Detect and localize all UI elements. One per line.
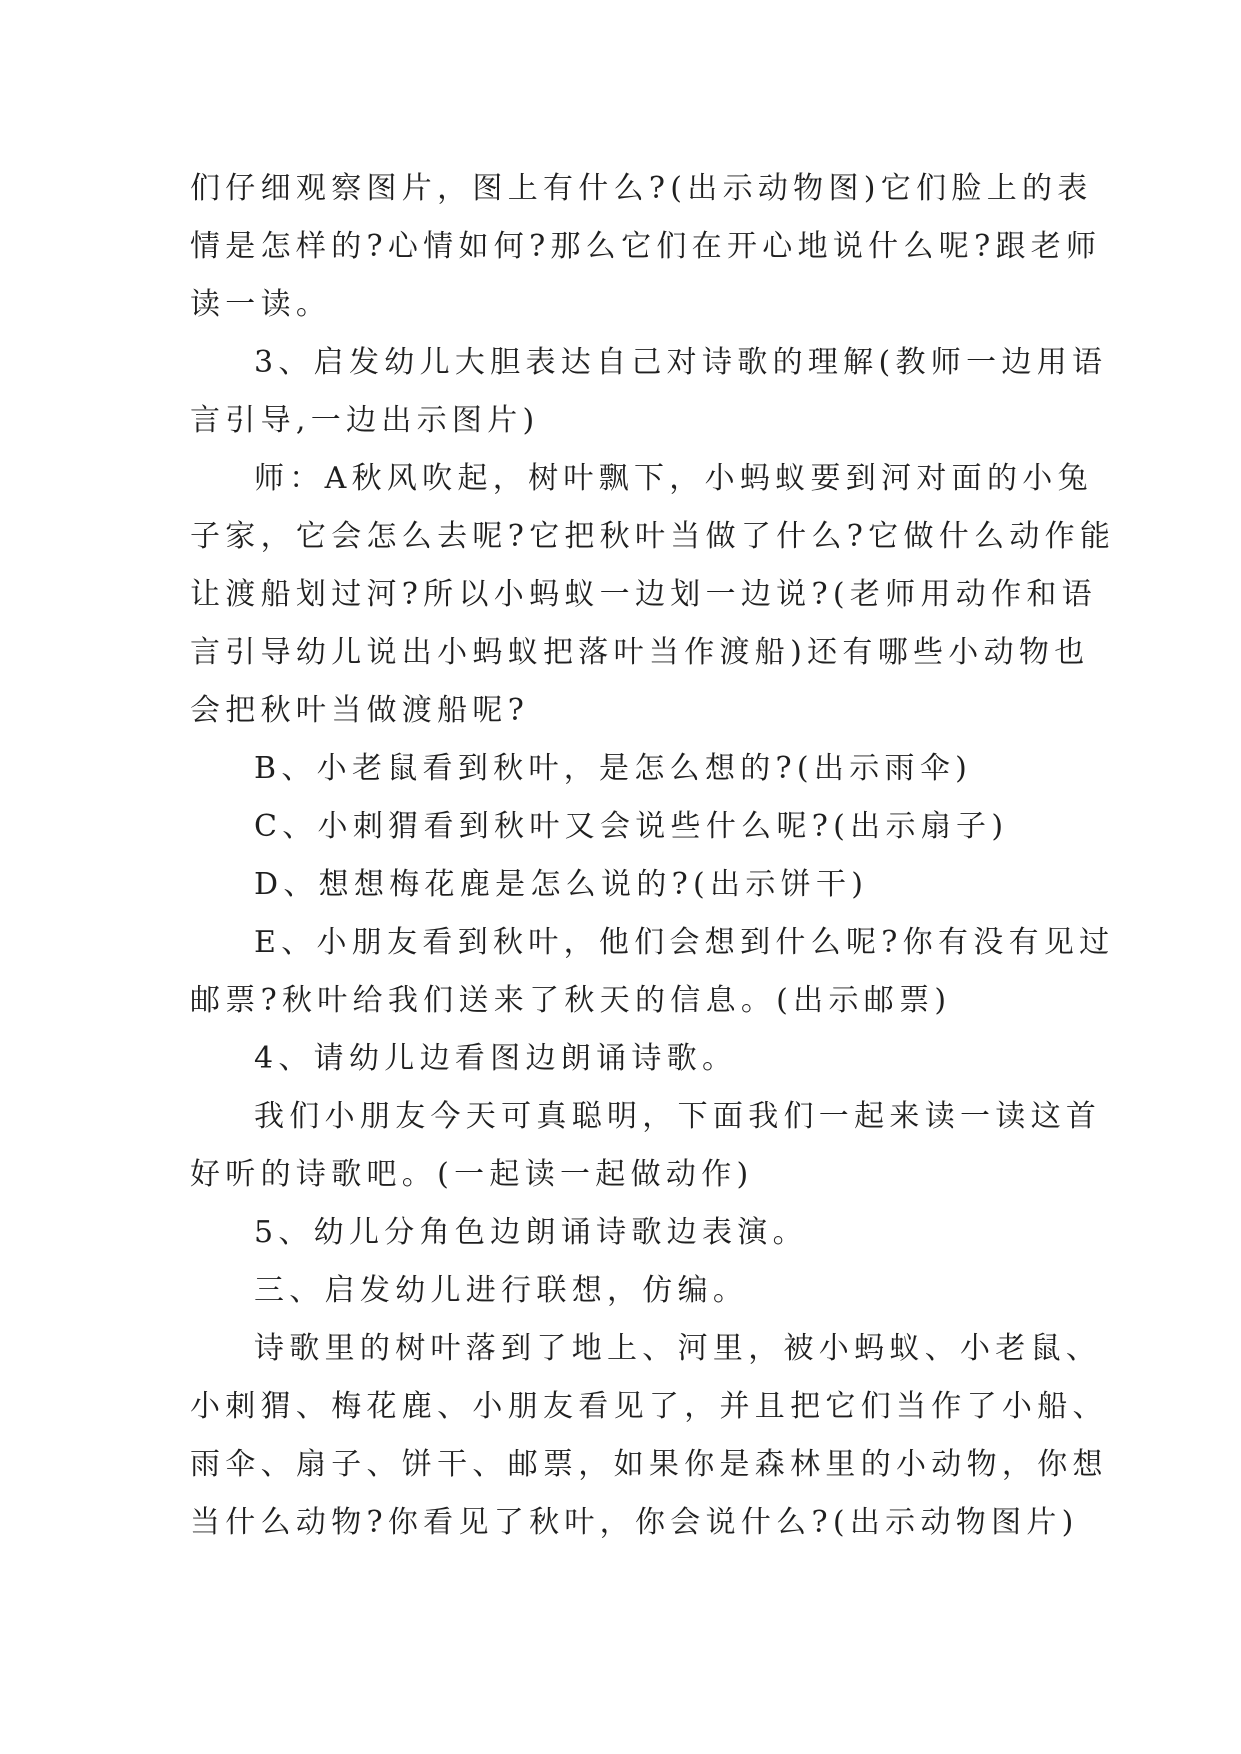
text-line: 们仔细观察图片，图上有什么?(出示动物图)它们脸上的表 — [190, 171, 1093, 206]
text-line: 好听的诗歌吧。(一起读一起做动作) — [190, 1157, 754, 1192]
text-line: 会把秋叶当做渡船呢? — [190, 693, 530, 728]
text-line: 3、启发幼儿大胆表达自己对诗歌的理解(教师一边用语 — [254, 345, 1108, 380]
document-body — [190, 160, 1116, 1552]
text-line: 情是怎样的?心情如何?那么它们在开心地说什么呢?跟老师 — [190, 229, 1102, 264]
text-line: 5、幼儿分角色边朗诵诗歌边表演。 — [254, 1215, 808, 1250]
text-line: 言引导,一边出示图片) — [190, 403, 540, 438]
text-line: 小刺猬、梅花鹿、小朋友看见了，并且把它们当作了小船、 — [190, 1389, 1108, 1424]
text-line: C、小刺猬看到秋叶又会说些什么呢?(出示扇子) — [254, 809, 1009, 844]
text-line: 诗歌里的树叶落到了地上、河里，被小蚂蚁、小老鼠、 — [254, 1331, 1102, 1366]
text-line: 我们小朋友今天可真聪明，下面我们一起来读一读这首 — [254, 1099, 1102, 1134]
text-line: D、想想梅花鹿是怎么说的?(出示饼干) — [254, 867, 869, 902]
text-line: 4、请幼儿边看图边朗诵诗歌。 — [254, 1041, 738, 1076]
text-line: 三、启发幼儿进行联想，仿编。 — [254, 1273, 749, 1308]
text-line: 读一读。 — [190, 287, 332, 322]
text-line: 当什么动物?你看见了秋叶，你会说什么?(出示动物图片) — [190, 1505, 1079, 1540]
text-line: E、小朋友看到秋叶，他们会想到什么呢?你有没有见过 — [254, 925, 1115, 960]
text-line: 雨伞、扇子、饼干、邮票，如果你是森林里的小动物，你想 — [190, 1447, 1108, 1482]
text-line: B、小老鼠看到秋叶，是怎么想的?(出示雨伞) — [254, 751, 973, 786]
text-line: 子家，它会怎么去呢?它把秋叶当做了什么?它做什么动作能 — [190, 519, 1116, 554]
text-line: 言引导幼儿说出小蚂蚁把落叶当作渡船)还有哪些小动物也 — [190, 635, 1090, 670]
text-line: 师：A秋风吹起，树叶飘下，小蚂蚁要到河对面的小兔 — [254, 461, 1093, 496]
text-line: 邮票?秋叶给我们送来了秋天的信息。(出示邮票) — [190, 983, 952, 1018]
text-line: 让渡船划过河?所以小蚂蚁一边划一边说?(老师用动作和语 — [190, 577, 1097, 612]
